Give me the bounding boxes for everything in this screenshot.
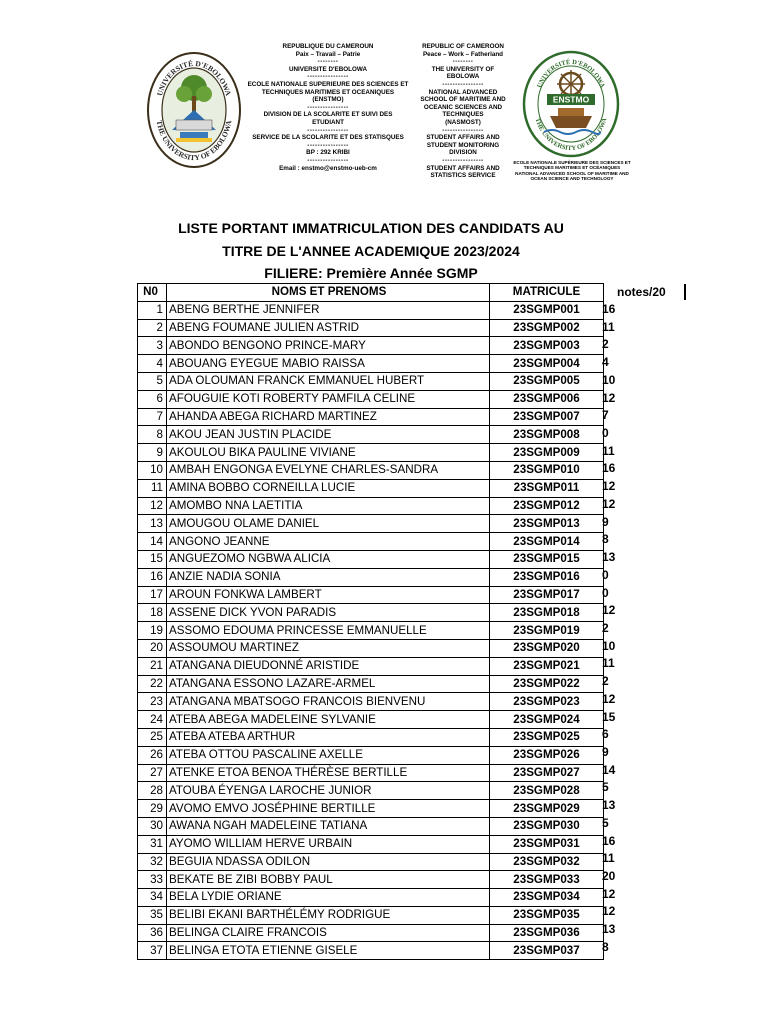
student-name: ATANGANA ESSONO LAZARE-ARMEL xyxy=(167,675,490,693)
table-row xyxy=(138,586,604,604)
note-value: 11 xyxy=(602,443,615,458)
header-english xyxy=(416,43,510,180)
note-value: 12 xyxy=(602,479,616,494)
table-row xyxy=(138,444,604,462)
column-header-name: NOMS ET PRENOMS xyxy=(167,284,490,302)
note-value: 5 xyxy=(602,780,609,795)
table-row xyxy=(138,639,604,657)
header-fr-email: Email : enstmo@enstmo-ueb-cm xyxy=(279,164,377,172)
note-value: 13 xyxy=(602,922,616,937)
document-title-line-1: LISTE PORTANT IMMATRICULATION DES CANDIDATS AU xyxy=(178,220,564,236)
row-number: 32 xyxy=(138,853,167,871)
table-row xyxy=(138,906,604,924)
matricule: 23SGMP009 xyxy=(490,444,604,462)
header-fr-line: SERVICE DE LA SCOLARITE ET DES STATISQUES xyxy=(252,134,404,142)
header-en-line: REPUBLIC OF CAMEROON xyxy=(422,43,504,50)
student-name: AKOU JEAN JUSTIN PLACIDE xyxy=(167,426,490,444)
enstmo-banner-text: ENSTMO xyxy=(552,94,590,105)
header-en-line: DIVISION xyxy=(449,149,477,157)
student-name: ANZIE NADIA SONIA xyxy=(167,568,490,586)
row-number: 19 xyxy=(138,622,167,640)
header-fr-line: Paix – Travail – Patrie xyxy=(295,50,361,58)
header-fr-line: REPUBLIQUE DU CAMEROUN xyxy=(282,43,374,50)
row-number: 27 xyxy=(138,764,167,782)
student-name: BEGUIA NDASSA ODILON xyxy=(167,853,490,871)
matricule: 23SGMP010 xyxy=(490,461,604,479)
student-name: AYOMO WILLIAM HERVE URBAIN xyxy=(167,835,490,853)
note-value: 9 xyxy=(602,514,609,529)
header-fr-separator: ---------------- xyxy=(307,73,349,81)
note-value: 12 xyxy=(602,390,616,405)
matricule: 23SGMP034 xyxy=(490,889,604,907)
note-value: 11 xyxy=(602,656,615,671)
row-number: 37 xyxy=(138,942,167,960)
left-logo-ring-top: UNIVERSITÉ D'EBOLOWA xyxy=(154,58,234,97)
program-title: FILIERE: Première Année SGMP xyxy=(264,265,478,281)
table-row xyxy=(138,657,604,675)
university-of-ebolowa-logo xyxy=(146,50,242,168)
row-number: 22 xyxy=(138,675,167,693)
student-name: AWANA NGAH MADELEINE TATIANA xyxy=(167,817,490,835)
table-row xyxy=(138,924,604,942)
student-name: ABENG BERTHE JENNIFER xyxy=(167,301,490,319)
row-number: 1 xyxy=(138,301,167,319)
matricule: 23SGMP025 xyxy=(490,728,604,746)
student-name: BELIBI EKANI BARTHÉLÉMY RODRIGUE xyxy=(167,906,490,924)
matricule: 23SGMP008 xyxy=(490,426,604,444)
matricule: 23SGMP037 xyxy=(490,942,604,960)
matricule: 23SGMP030 xyxy=(490,817,604,835)
note-value: 9 xyxy=(602,744,609,759)
header-fr-line: (ENSTMO) xyxy=(312,96,344,104)
header-en-line: OCEANIC SCIENCES AND xyxy=(423,103,503,111)
table-row xyxy=(138,817,604,835)
header-en-line: Peace – Work – Fatherland xyxy=(422,50,504,58)
note-value: 6 xyxy=(602,727,609,742)
student-name: AMOMBO NNA LAETITIA xyxy=(167,497,490,515)
matricule: 23SGMP036 xyxy=(490,924,604,942)
row-number: 9 xyxy=(138,444,167,462)
student-name: BELINGA ETOTA ETIENNE GISELE xyxy=(167,942,490,960)
note-value: 12 xyxy=(602,496,616,511)
matricule: 23SGMP028 xyxy=(490,782,604,800)
table-row xyxy=(138,746,604,764)
matricule: 23SGMP018 xyxy=(490,604,604,622)
matricule: 23SGMP031 xyxy=(490,835,604,853)
student-name: AKOULOU BIKA PAULINE VIVIANE xyxy=(167,444,490,462)
header-en-line: STUDENT MONITORING xyxy=(426,141,500,149)
row-number: 5 xyxy=(138,372,167,390)
header-en-line: THE UNIVERSITY OF xyxy=(431,65,495,73)
header-fr-line: ECOLE NATIONALE SUPERIEURE DES SCIENCES ET xyxy=(247,80,409,88)
matricule: 23SGMP017 xyxy=(490,586,604,604)
row-number: 6 xyxy=(138,390,167,408)
student-name: AHANDA ABEGA RICHARD MARTINEZ xyxy=(167,408,490,426)
table-row xyxy=(138,871,604,889)
matricule: 23SGMP024 xyxy=(490,711,604,729)
note-value: 8 xyxy=(602,532,609,547)
matricule: 23SGMP021 xyxy=(490,657,604,675)
note-value: 16 xyxy=(602,833,616,848)
header-french xyxy=(246,43,410,172)
row-number: 24 xyxy=(138,711,167,729)
row-number: 16 xyxy=(138,568,167,586)
student-name: ABENG FOUMANE JULIEN ASTRID xyxy=(167,319,490,337)
row-number: 3 xyxy=(138,337,167,355)
table-row xyxy=(138,461,604,479)
header-fr-line: ETUDIANT xyxy=(312,118,344,126)
matricule: 23SGMP032 xyxy=(490,853,604,871)
note-value: 15 xyxy=(602,709,616,724)
student-name: BEKATE BE ZIBI BOBBY PAUL xyxy=(167,871,490,889)
student-name: AMOUGOU OLAME DANIEL xyxy=(167,515,490,533)
row-number: 12 xyxy=(138,497,167,515)
row-number: 26 xyxy=(138,746,167,764)
matricule: 23SGMP022 xyxy=(490,675,604,693)
enstmo-logo xyxy=(522,50,620,158)
row-number: 18 xyxy=(138,604,167,622)
header-en-line: TECHNIQUES xyxy=(442,111,484,119)
table-row xyxy=(138,533,604,551)
table-row xyxy=(138,728,604,746)
note-value: 2 xyxy=(602,337,609,352)
note-value: 2 xyxy=(602,674,609,689)
header-en-separator: ---------------- xyxy=(442,126,484,134)
header-fr-line: UNIVERSITE D'EBOLOWA xyxy=(288,65,368,73)
matricule: 23SGMP035 xyxy=(490,906,604,924)
student-name: ATOUBA ÉYENGA LAROCHE JUNIOR xyxy=(167,782,490,800)
table-row xyxy=(138,355,604,373)
row-number: 11 xyxy=(138,479,167,497)
student-name: ATANGANA MBATSOGO FRANCOIS BIENVENU xyxy=(167,693,490,711)
matricule: 23SGMP027 xyxy=(490,764,604,782)
table-row xyxy=(138,497,604,515)
note-value: 8 xyxy=(602,939,609,954)
matricule: 23SGMP023 xyxy=(490,693,604,711)
column-header-notes: notes/20 xyxy=(617,285,666,299)
table-row xyxy=(138,889,604,907)
table-header-row xyxy=(138,284,604,302)
note-value: 12 xyxy=(602,603,616,618)
student-name: AFOUGUIE KOTI ROBERTY PAMFILA CELINE xyxy=(167,390,490,408)
note-value: 11 xyxy=(602,319,615,334)
header-en-line: (NASMOST) xyxy=(445,118,481,126)
note-value: 2 xyxy=(602,620,609,635)
header-en-line: EBOLOWA xyxy=(446,73,480,81)
table-row xyxy=(138,408,604,426)
row-number: 2 xyxy=(138,319,167,337)
header-en-separator: -------- xyxy=(452,58,474,66)
student-name: AVOMO EMVO JOSÉPHINE BERTILLE xyxy=(167,800,490,818)
matricule: 23SGMP004 xyxy=(490,355,604,373)
note-value: 12 xyxy=(602,886,616,901)
table-row xyxy=(138,853,604,871)
matricule: 23SGMP019 xyxy=(490,622,604,640)
note-value: 0 xyxy=(602,585,609,600)
table-row xyxy=(138,800,604,818)
table-row xyxy=(138,568,604,586)
student-name: ABONDO BENGONO PRINCE-MARY xyxy=(167,337,490,355)
student-name: ABOUANG EYEGUE MABIO RAISSA xyxy=(167,355,490,373)
column-header-no: N0 xyxy=(138,284,167,302)
table-row xyxy=(138,372,604,390)
row-number: 21 xyxy=(138,657,167,675)
matricule: 23SGMP013 xyxy=(490,515,604,533)
matricule: 23SGMP016 xyxy=(490,568,604,586)
matricule: 23SGMP001 xyxy=(490,301,604,319)
note-value: 7 xyxy=(602,408,609,423)
note-value: 13 xyxy=(602,798,616,813)
matricule: 23SGMP011 xyxy=(490,479,604,497)
enstmo-caption-en: NATIONAL ADVANCED SCHOOL OF MARITIME AND OCEAN SCIENCE AND TECHNOLOGY xyxy=(515,170,629,182)
note-value: 0 xyxy=(602,426,609,441)
table-row xyxy=(138,942,604,960)
header-en-line: STATISTICS SERVICE xyxy=(430,172,496,180)
matricule: 23SGMP003 xyxy=(490,337,604,355)
candidates-table xyxy=(137,283,604,960)
note-value: 10 xyxy=(602,638,616,653)
student-name: ANGUEZOMO NGBWA ALICIA xyxy=(167,550,490,568)
row-number: 14 xyxy=(138,533,167,551)
matricule: 23SGMP007 xyxy=(490,408,604,426)
note-value: 20 xyxy=(602,869,616,883)
table-row xyxy=(138,479,604,497)
row-number: 10 xyxy=(138,461,167,479)
table-row xyxy=(138,675,604,693)
header-fr-line: DIVISION DE LA SCOLARITE ET SUIVI DES xyxy=(263,111,393,119)
student-name: ASSOUMOU MARTINEZ xyxy=(167,639,490,657)
matricule: 23SGMP006 xyxy=(490,390,604,408)
matricule: 23SGMP026 xyxy=(490,746,604,764)
student-name: AROUN FONKWA LAMBERT xyxy=(167,586,490,604)
table-row xyxy=(138,319,604,337)
matricule: 23SGMP020 xyxy=(490,639,604,657)
student-name: BELINGA CLAIRE FRANCOIS xyxy=(167,924,490,942)
student-name: ATANGANA DIEUDONNÉ ARISTIDE xyxy=(167,657,490,675)
header-fr-line: BP : 292 KRIBI xyxy=(306,149,350,157)
row-number: 34 xyxy=(138,889,167,907)
header-en-line: STUDENT AFFAIRS AND xyxy=(426,134,500,142)
note-value: 13 xyxy=(602,550,616,565)
header-fr-separator: ---------------- xyxy=(307,141,349,149)
student-name: ASSENE DICK YVON PARADIS xyxy=(167,604,490,622)
header-en-separator: ---------------- xyxy=(442,156,484,164)
row-number: 36 xyxy=(138,924,167,942)
matricule: 23SGMP029 xyxy=(490,800,604,818)
student-name: BELA LYDIE ORIANE xyxy=(167,889,490,907)
row-number: 17 xyxy=(138,586,167,604)
header-fr-separator: ---------------- xyxy=(307,126,349,134)
note-value: 14 xyxy=(602,762,616,777)
table-row xyxy=(138,515,604,533)
row-number: 35 xyxy=(138,906,167,924)
column-header-matricule: MATRICULE xyxy=(490,284,604,302)
note-value: 16 xyxy=(602,302,616,316)
row-number: 31 xyxy=(138,835,167,853)
student-name: ATENKE ETOA BENOA THÉRÈSE BERTILLE xyxy=(167,764,490,782)
table-row xyxy=(138,764,604,782)
table-row xyxy=(138,426,604,444)
row-number: 33 xyxy=(138,871,167,889)
student-name: AMINA BOBBO CORNEILLA LUCIE xyxy=(167,479,490,497)
row-number: 7 xyxy=(138,408,167,426)
student-name: AMBAH ENGONGA EVELYNE CHARLES-SANDRA xyxy=(167,461,490,479)
note-value: 5 xyxy=(602,815,609,830)
matricule: 23SGMP005 xyxy=(490,372,604,390)
matricule: 23SGMP002 xyxy=(490,319,604,337)
row-number: 13 xyxy=(138,515,167,533)
matricule: 23SGMP033 xyxy=(490,871,604,889)
right-logo-ring-top: UNIVERSITÉ D'EBOLOWA xyxy=(536,58,606,89)
row-number: 28 xyxy=(138,782,167,800)
table-row xyxy=(138,550,604,568)
enstmo-caption-fr: ECOLE NATIONALE SUPÉRIEURE DES SCIENCES ET TECHNIQUES MARITIMES ET OCÉANIQUES xyxy=(513,160,631,171)
table-row xyxy=(138,337,604,355)
student-name: ANGONO JEANNE xyxy=(167,533,490,551)
matricule: 23SGMP015 xyxy=(490,550,604,568)
header-fr-separator: ---------------- xyxy=(307,103,349,111)
table-row xyxy=(138,622,604,640)
notes-column xyxy=(602,301,642,957)
table-body xyxy=(138,301,604,959)
note-value: 11 xyxy=(602,851,615,866)
note-value: 12 xyxy=(602,904,616,919)
header-en-line: STUDENT AFFAIRS AND xyxy=(426,164,500,172)
note-value: 12 xyxy=(602,691,616,706)
header-en-line: SCHOOL OF MARITIME AND xyxy=(420,96,506,104)
header-fr-separator: ---------------- xyxy=(307,156,349,164)
table-row xyxy=(138,390,604,408)
row-number: 23 xyxy=(138,693,167,711)
student-name: ATEBA ATEBA ARTHUR xyxy=(167,728,490,746)
note-value: 16 xyxy=(602,461,616,476)
student-name: ADA OLOUMAN FRANCK EMMANUEL HUBERT xyxy=(167,372,490,390)
row-number: 30 xyxy=(138,817,167,835)
student-name: ATEBA ABEGA MADELEINE SYLVANIE xyxy=(167,711,490,729)
row-number: 20 xyxy=(138,639,167,657)
row-number: 15 xyxy=(138,550,167,568)
table-row xyxy=(138,604,604,622)
note-value: 4 xyxy=(602,355,609,370)
document-title-line-2: TITRE DE L'ANNEE ACADEMIQUE 2023/2024 xyxy=(222,243,520,259)
row-number: 8 xyxy=(138,426,167,444)
text-cursor-bar xyxy=(684,284,686,300)
left-logo-ring-bottom: THE UNIVERSITY OF EBOLOWA xyxy=(154,119,234,163)
right-logo-ring-bottom: THE UNIVERSITY OF EBOLOWA xyxy=(533,117,609,153)
row-number: 4 xyxy=(138,355,167,373)
table-row xyxy=(138,835,604,853)
header-fr-separator: -------- xyxy=(317,58,339,66)
table-row xyxy=(138,693,604,711)
header-fr-line: TECHNIQUES MARITIMES ET OCEANIQUES xyxy=(261,88,395,96)
student-name: ATEBA OTTOU PASCALINE AXELLE xyxy=(167,746,490,764)
table-row xyxy=(138,711,604,729)
header-en-separator: ---------------- xyxy=(442,80,484,88)
table-row xyxy=(138,301,604,319)
row-number: 25 xyxy=(138,728,167,746)
note-value: 0 xyxy=(602,567,609,582)
row-number: 29 xyxy=(138,800,167,818)
enstmo-caption xyxy=(513,160,631,182)
matricule: 23SGMP014 xyxy=(490,533,604,551)
table-row xyxy=(138,782,604,800)
note-value: 10 xyxy=(602,372,616,387)
student-name: ASSOMO EDOUMA PRINCESSE EMMANUELLE xyxy=(167,622,490,640)
matricule: 23SGMP012 xyxy=(490,497,604,515)
header-en-line: NATIONAL ADVANCED xyxy=(428,88,498,96)
